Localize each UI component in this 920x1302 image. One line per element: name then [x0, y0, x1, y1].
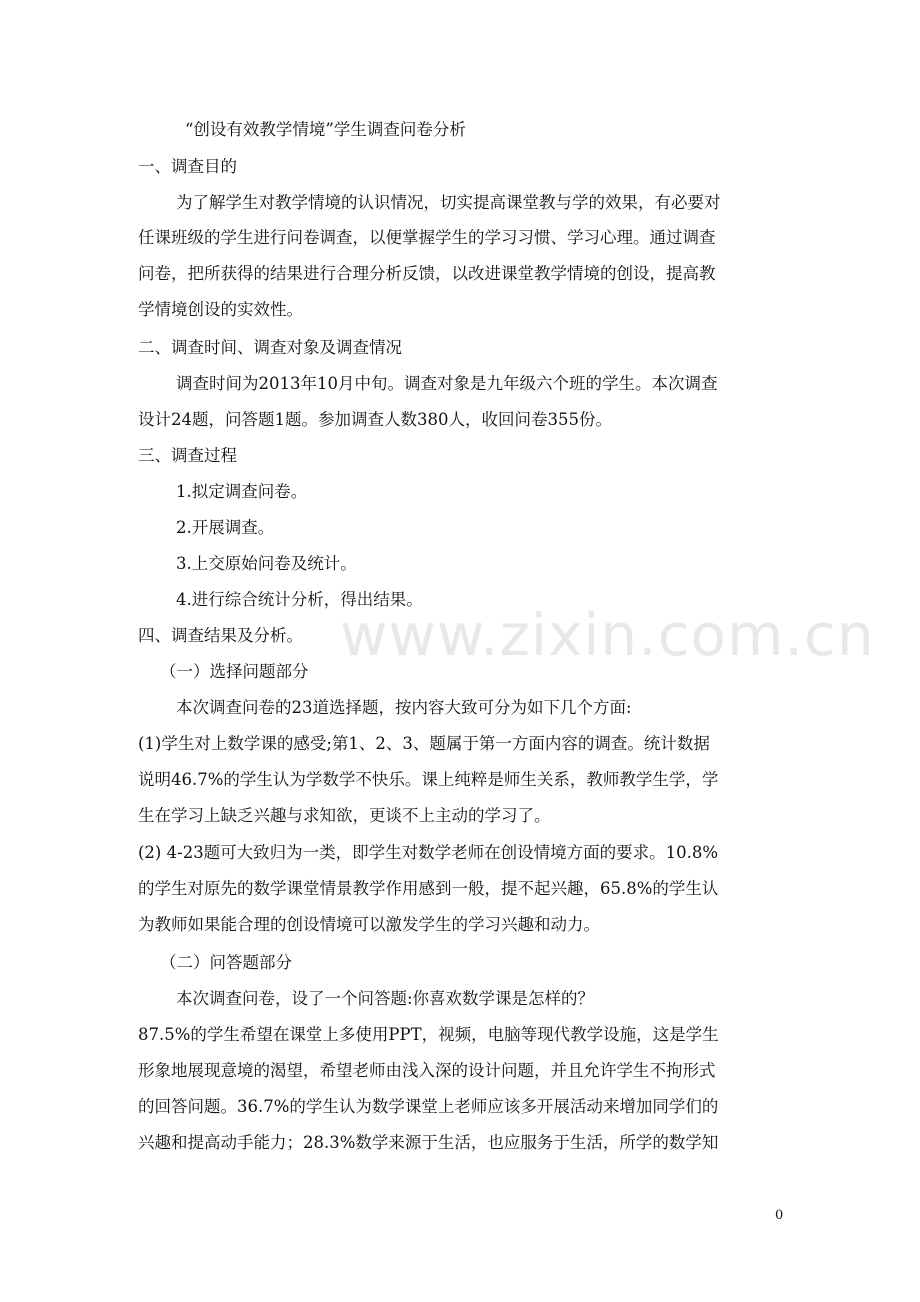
subsection-intro: 本次调查问卷的23道选择题，按内容大致可分为如下几个方面:	[176, 698, 632, 717]
section-1-paragraph-line: 为了解学生对教学情境的认识情况，切实提高课堂教与学的效果，有必要对	[176, 193, 721, 212]
analysis-point-line: 的学生对原先的数学课堂情景教学作用感到一般，提不起兴趣，65.8%的学生认	[138, 879, 719, 898]
section-1-paragraph-line: 学情境创设的实效性。	[138, 300, 303, 319]
section-1-paragraph-line: 问卷，把所获得的结果进行合理分析反馈，以改进课堂教学情境的创设，提高教	[138, 264, 716, 283]
process-step-item: 1.拟定调查问卷。	[176, 482, 308, 501]
answer-analysis-line: 的回答问题。36.7%的学生认为数学课堂上老师应该多开展活动来增加同学们的	[138, 1097, 719, 1116]
process-step-item: 2.开展调查。	[176, 518, 275, 537]
answer-analysis-line: 87.5%的学生希望在课堂上多使用PPT，视频，电脑等现代教学设施，这是学生	[138, 1025, 719, 1044]
process-step-item: 3.上交原始问卷及统计。	[176, 554, 357, 573]
answer-analysis-line: 兴趣和提高动手能力；28.3%数学来源于生活，也应服务于生活，所学的数学知	[138, 1133, 719, 1152]
analysis-point-line: 为教师如果能合理的创设情境可以激发学生的学习兴趣和动力。	[138, 915, 600, 934]
section-2-paragraph-line: 设计24题，问答题1题。参加调查人数380人，收回问卷355份。	[138, 410, 612, 429]
process-step-item: 4.进行综合统计分析，得出结果。	[176, 590, 423, 609]
answer-analysis-line: 形象地展现意境的渴望，希望老师由浅入深的设计问题，并且允许学生不拘形式	[138, 1061, 716, 1080]
subsection-intro: 本次调查问卷，设了一个问答题:你喜欢数学课是怎样的？	[176, 989, 595, 1008]
subsection-heading: （二）问答题部分	[160, 953, 292, 972]
section-4-heading: 四、调查结果及分析。	[138, 626, 303, 645]
section-1-heading: 一、调查目的	[138, 157, 237, 176]
analysis-point-line: (1)学生对上数学课的感受;第1、2、3、题属于第一方面内容的调查。统计数据	[138, 734, 710, 753]
analysis-point-line: 说明46.7%的学生认为学数学不快乐。课上纯粹是师生关系，教师教学生学，学	[138, 770, 719, 789]
section-3-heading: 三、调查过程	[138, 446, 237, 465]
section-1-paragraph-line: 任课班级的学生进行问卷调查，以便掌握学生的学习习惯、学习心理。通过调查	[138, 228, 716, 247]
page-number: 0	[775, 1208, 784, 1223]
subsection-heading: （一）选择问题部分	[160, 662, 309, 681]
analysis-point-line: 生在学习上缺乏兴趣与求知欲，更谈不上主动的学习了。	[138, 806, 551, 825]
section-2-paragraph-line: 调查时间为2013年10月中旬。调查对象是九年级六个班的学生。本次调查	[176, 374, 718, 393]
watermark: www.zixin.com.cn	[340, 601, 875, 669]
analysis-point-line: (2) 4-23题可大致归为一类，即学生对数学老师在创设情境方面的要求。10.8%	[138, 843, 719, 862]
section-2-heading: 二、调查时间、调查对象及调查情况	[138, 338, 402, 357]
document-title: “创设有效教学情境”学生调查问卷分析	[185, 120, 466, 139]
